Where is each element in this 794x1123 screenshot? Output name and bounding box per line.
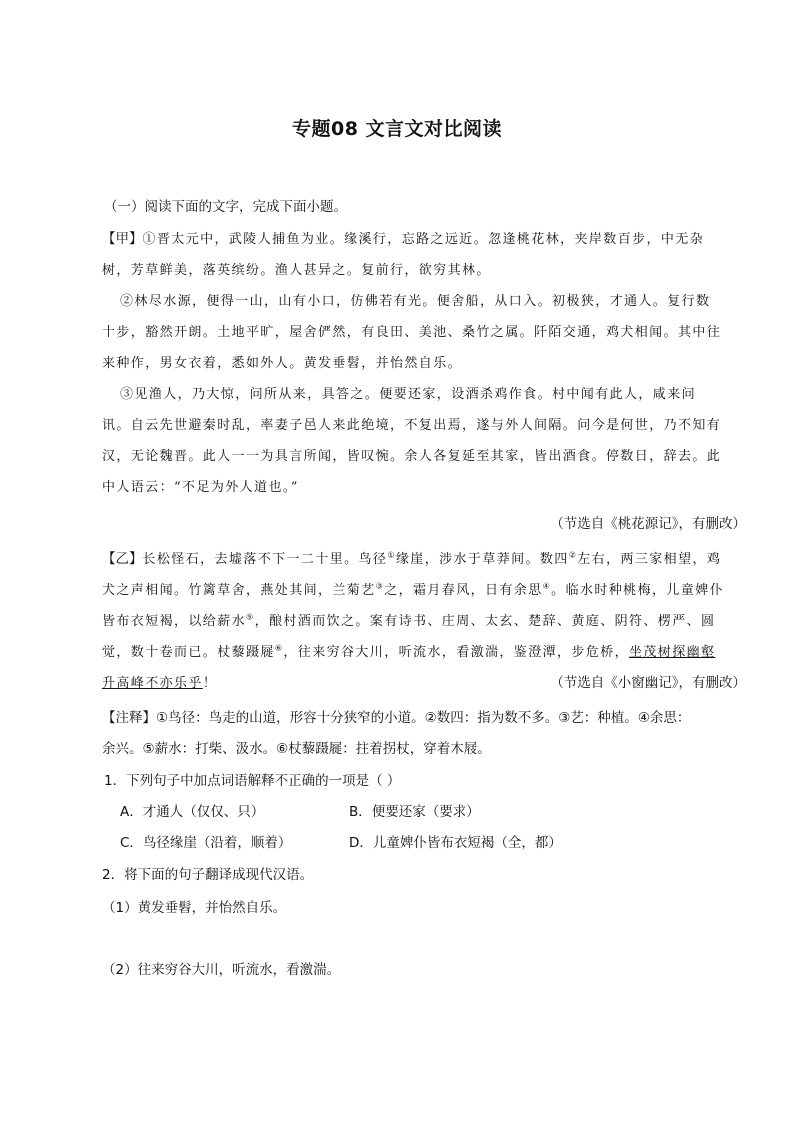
notes-line-2: 余兴。⑤薪水：打柴、汲水。⑥杖藜蹑屣：拄着拐杖，穿着木屐。 <box>102 741 491 757</box>
question-1 <box>102 766 400 797</box>
question-2-sentence-2: （2）往来穷谷大川，听流水，看激湍。 <box>102 962 341 978</box>
jia-paragraph-3: ③见渔人，乃大惊，问所从来，具答之。便要还家，设酒杀鸡作食。村中闻有此人，咸来问讯。自云先世避秦时乱，率妻子邑人来此绝境，不复出焉，遂与外人间隔。问今是何世，乃不知有汉，无论魏晋。此人一一为具言所闻，皆叹惋。余人各复延至其家，皆出酒食。停数日，辞去。此中人语云：“不足为外人道也。” <box>102 387 722 495</box>
yi-label: 【乙】 <box>102 551 143 567</box>
question-2-stem: 2．将下面的句子翻译成现代汉语。 <box>102 867 314 883</box>
jia-source: （节选自《桃花源记》，有删改） <box>550 516 746 532</box>
option-a: A．才通人（仅仅、只） <box>120 804 265 820</box>
underlined-sentence: 坐茂树探幽壑升高峰不亦乐乎 <box>102 645 716 691</box>
notes-line-1-text: ①鸟径：鸟走的山道，形容十分狭窄的小道。②数四：指为数不多。③艺：种植。④余思： <box>156 710 691 726</box>
passage-jia <box>102 224 724 503</box>
notes-line-1 <box>102 703 724 734</box>
note-marker-5: ⑤ <box>246 612 255 622</box>
jia-paragraph-1 <box>102 224 724 286</box>
note-marker-4: ④ <box>542 581 552 591</box>
notes-label: 【注释】 <box>102 710 156 726</box>
note-marker-6: ⑥ <box>274 643 284 653</box>
option-d: D．儿童婢仆皆布衣短褐（全，都） <box>349 835 562 851</box>
note-marker-3: ③ <box>375 581 385 591</box>
yi-text-1: 长松怪石，去墟落不下一二十里。鸟径 <box>142 552 388 567</box>
intro-line <box>102 192 724 223</box>
yi-text-3: 左右，两三家相望，鸡犬之声相闻。竹篱草舍，燕处其间，兰菊艺 <box>102 552 722 598</box>
yi-text-7: ，往来穷谷大川，听流水，看激湍，鉴澄潭，步危桥， <box>283 645 629 660</box>
yi-text-2: 缘崖，涉水于草莽间。数四 <box>395 552 569 567</box>
option-b: B．便要还家（要求） <box>349 804 480 820</box>
yi-text-6: ，酿村酒而饮之。案有诗书、庄周、太玄、楚辞、黄庭、阴符、楞严、圆觉，数十卷而已。杖藜蹑屣 <box>102 614 716 660</box>
question-1-stem: 1．下列句子中加点词语解释不正确的一项是（ ） <box>104 773 401 789</box>
yi-source: （节选自《小窗幽记》，有删改） <box>550 675 746 691</box>
jia-label: 【甲】 <box>102 231 143 247</box>
yi-text-5: 。临水时种桃梅，儿童婢仆皆布衣短褐，以给薪水 <box>102 583 724 629</box>
notes-block <box>102 703 724 765</box>
jia-p1-text: ①晋太元中，武陵人捕鱼为业。缘溪行，忘路之远近。忽逢桃花林，夹岸数百步，中无杂树，芳草鲜美，落英缤纷。渔人甚异之。复前行，欲穷其林。 <box>102 232 705 278</box>
note-marker-1: ① <box>387 550 396 560</box>
option-c: C．鸟径缘崖（沿着，顺着） <box>120 835 292 851</box>
question-2-sentence-1: （1）黄发垂髫，并怡然自乐。 <box>102 900 287 916</box>
yi-text-4: 之，霜月春风，日有余思 <box>384 583 543 598</box>
yi-text-8: ！ <box>202 676 218 691</box>
note-marker-2: ② <box>568 550 578 560</box>
intro-text: （一）阅读下面的文字，完成下面小题。 <box>104 199 347 215</box>
page-title: 专题08 文言文对比阅读 <box>291 118 503 140</box>
jia-paragraph-2: ②林尽水源，便得一山，山有小口，仿佛若有光。便舍船，从口入。初极狭，才通人。复行数十步，豁然开朗。土地平旷，屋舍俨然，有良田、美池、桑竹之属。阡陌交通，鸡犬相闻。其中往来种作，男女衣着，悉如外人。黄发垂髫，并怡然自乐。 <box>102 294 722 371</box>
